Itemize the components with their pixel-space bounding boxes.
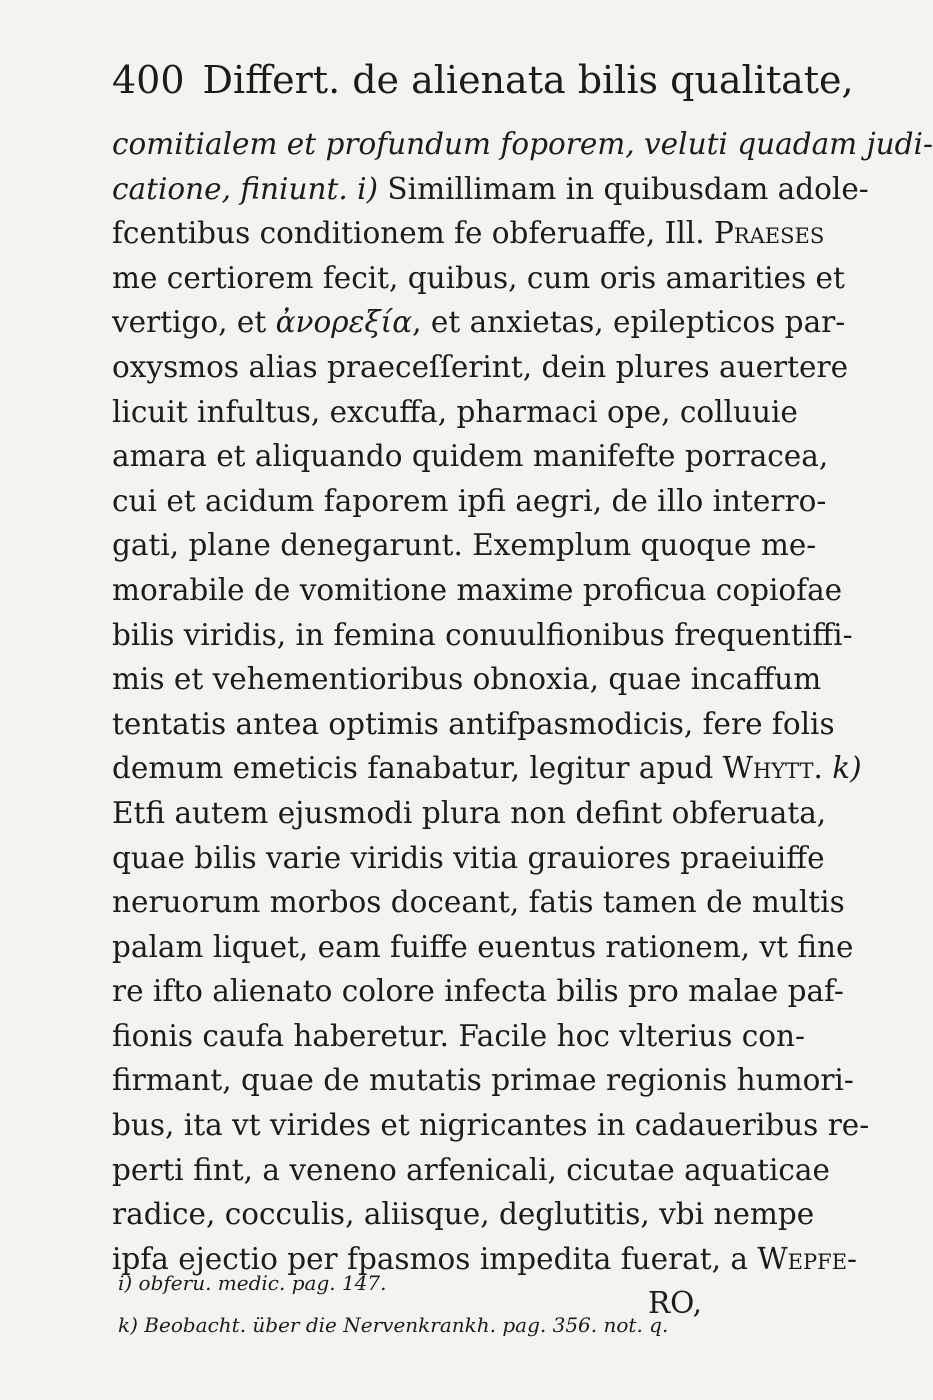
text-line: re ifto alienato colore infecta bilis pro malae paf- xyxy=(112,974,844,1009)
text-line: morabile de vomitione maxime proficua copiofae xyxy=(112,572,843,607)
text-line: ipfa ejectio per fpasmos impedita fuerat, a Wepfe- xyxy=(112,1241,857,1276)
text-line: tentatis antea optimis antifpasmodicis, fere folis xyxy=(112,706,835,741)
author-name: Whytt. xyxy=(722,751,823,786)
text-line: Etfi autem ejusmodi plura non defint obferuata, xyxy=(112,795,827,830)
text-line: amara et aliquando quidem manifefte porracea, xyxy=(112,439,829,474)
text-line: demum emeticis fanabatur, legitur apud Whytt. k) xyxy=(112,751,862,786)
text-line: mis et vehementioribus obnoxia, quae incaffum xyxy=(112,662,822,697)
greek-word: ἀνορεξία xyxy=(275,305,413,340)
text-line: radice, cocculis, aliisque, deglutitis, vbi nempe xyxy=(112,1197,815,1232)
text-line: firmant, quae de mutatis primae regionis humori- xyxy=(112,1063,854,1098)
text-line: neruorum morbos doceant, fatis tamen de multis xyxy=(112,885,845,920)
author-name: Praeses xyxy=(713,216,825,251)
footnote-k: k) Beobacht. über die Nervenkrankh. pag. 356. not. q. xyxy=(118,1313,669,1337)
catchword: RO, xyxy=(647,1286,702,1321)
text-line: perti fint, a veneno arfenicali, cicutae aquaticae xyxy=(112,1152,830,1187)
text-line: cui et acidum faporem ipfi aegri, de illo interro- xyxy=(112,483,827,518)
footnote-i: i) obferu. medic. pag. 147. xyxy=(118,1271,387,1295)
page-number: 400 xyxy=(112,58,185,102)
footnotes xyxy=(118,1262,678,1346)
text-line: licuit infultus, excuffa, pharmaci ope, colluuie xyxy=(112,394,798,429)
running-header xyxy=(112,58,854,102)
text-line: gati, plane denegarunt. Exemplum quoque me- xyxy=(112,528,817,563)
text-line: bus, ita vt virides et nigricantes in cadaueribus re- xyxy=(112,1108,870,1143)
text-line: catione, finiunt. i) Simillimam in quibusdam adole- xyxy=(112,171,869,206)
running-title: Differt. de alienata bilis qualitate, xyxy=(202,58,854,102)
text-line: fionis caufa haberetur. Facile hoc vlterius con- xyxy=(112,1018,805,1053)
text-line: fcentibus conditionem fe obferuaffe, Ill. Praeses xyxy=(112,216,825,251)
text-line: comitialem et profundum foporem, veluti quadam judi- xyxy=(112,127,933,161)
text-line: oxysmos alias praeceſſerint, dein plures auertere xyxy=(112,349,849,384)
text-line: bilis viridis, in femina conuulfionibus frequentiffi- xyxy=(112,617,853,652)
author-name: Wepfe- xyxy=(757,1241,857,1276)
body-text xyxy=(112,122,933,1326)
text-line: me certiorem fecit, quibus, cum oris amarities et xyxy=(112,260,845,295)
text-line: quae bilis varie viridis vitia grauiores praeiuiffe xyxy=(112,840,825,875)
text-line: vertigo, et ἀνορεξία, et anxietas, epilepticos par- xyxy=(112,305,846,340)
text-line: palam liquet, eam fuiffe euentus rationem, vt fine xyxy=(112,929,854,964)
